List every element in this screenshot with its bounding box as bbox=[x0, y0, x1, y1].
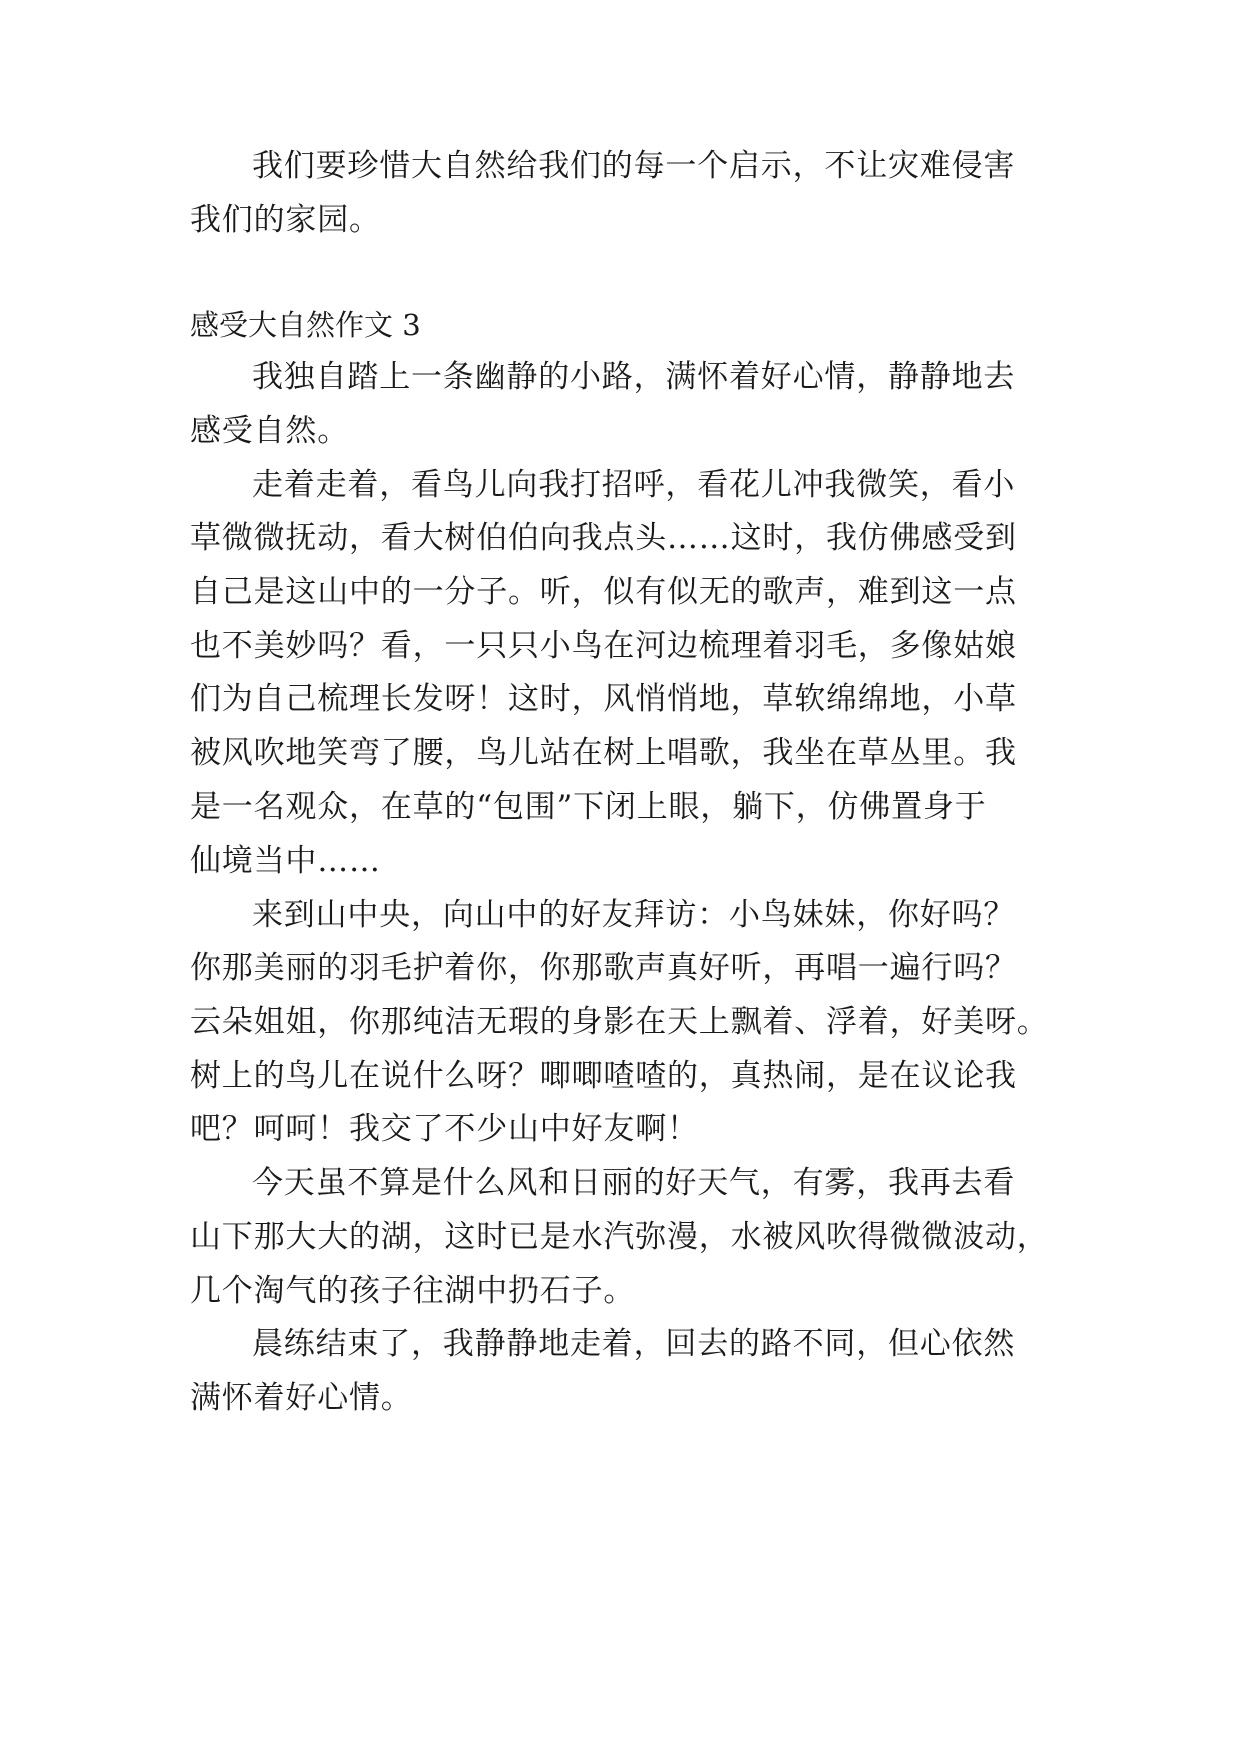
paragraph-1-line-1: 我们要珍惜大自然给我们的每一个启示，不让灾难侵害 bbox=[252, 148, 1016, 184]
paragraph-3-line-5: 们为自己梳理长发呀！这时，风悄悄地，草软绵绵地，小草 bbox=[190, 681, 1017, 717]
paragraph-3-line-6: 被风吹地笑弯了腰，鸟儿站在树上唱歌，我坐在草丛里。我 bbox=[190, 735, 1017, 771]
paragraph-4-line-3: 云朵姐姐，你那纯洁无瑕的身影在天上飘着、浮着，好美呀。 bbox=[190, 1004, 1049, 1040]
paragraph-4-line-2: 你那美丽的羽毛护着你，你那歌声真好听，再唱一遍行吗？ bbox=[190, 950, 1017, 986]
section-title: 感受大自然作文 3 bbox=[190, 308, 421, 342]
paragraph-6-line-2: 满怀着好心情。 bbox=[190, 1380, 413, 1416]
paragraph-6-line-1: 晨练结束了，我静静地走着，回去的路不同，但心依然 bbox=[252, 1326, 1016, 1362]
paragraph-3-line-3: 自己是这山中的一分子。听，似有似无的歌声，难到这一点 bbox=[190, 574, 1017, 610]
paragraph-4-line-1: 来到山中央，向山中的好友拜访：小鸟妹妹，你好吗？ bbox=[252, 897, 1016, 933]
paragraph-5-line-1: 今天虽不算是什么风和日丽的好天气，有雾，我再去看 bbox=[252, 1165, 1016, 1201]
paragraph-4-line-4: 树上的鸟儿在说什么呀？唧唧喳喳的，真热闹，是在议论我 bbox=[190, 1058, 1017, 1094]
paragraph-3-line-2: 草微微抚动，看大树伯伯向我点头……这时，我仿佛感受到 bbox=[190, 520, 1017, 556]
paragraph-2-line-1: 我独自踏上一条幽静的小路，满怀着好心情，静静地去 bbox=[252, 359, 1016, 395]
paragraph-4-line-5: 吧？呵呵！我交了不少山中好友啊！ bbox=[190, 1111, 699, 1147]
paragraph-5-line-2: 山下那大大的湖，这时已是水汽弥漫，水被风吹得微微波动， bbox=[190, 1219, 1049, 1255]
paragraph-2-line-2: 感受自然。 bbox=[190, 413, 349, 449]
paragraph-3-line-7: 是一名观众，在草的“包围”下闭上眼，躺下，仿佛置身于 bbox=[190, 789, 987, 825]
paragraph-3-line-8: 仙境当中…… bbox=[190, 843, 381, 879]
paragraph-3-line-1: 走着走着，看鸟儿向我打招呼，看花儿冲我微笑，看小 bbox=[252, 467, 1016, 503]
paragraph-5-line-3: 几个淘气的孩子往湖中扔石子。 bbox=[190, 1273, 636, 1309]
paragraph-1-line-2: 我们的家园。 bbox=[190, 202, 381, 238]
paragraph-3-line-4: 也不美妙吗？看，一只只小鸟在河边梳理着羽毛，多像姑娘 bbox=[190, 628, 1017, 664]
